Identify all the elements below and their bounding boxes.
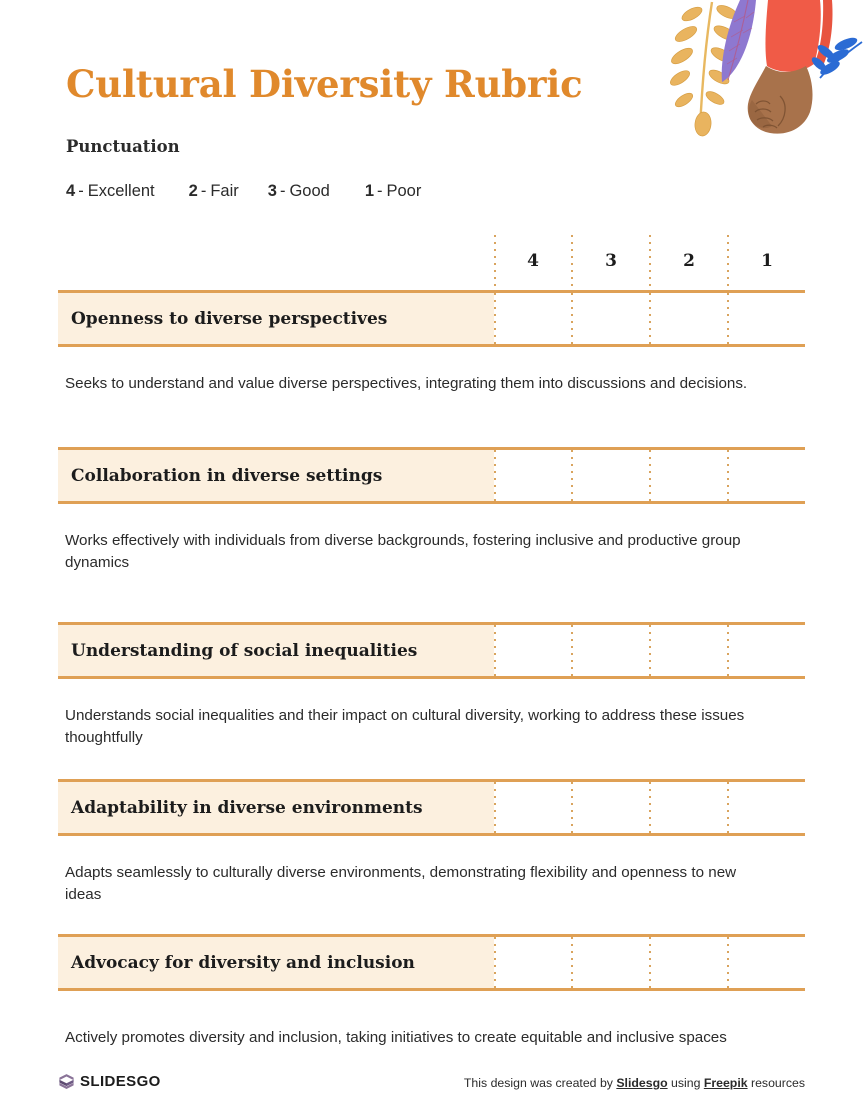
credit-line [464, 1076, 805, 1090]
criterion-label: Adaptability in diverse environments [71, 797, 423, 818]
criterion-description: Understands social inequalities and their impact on cultural diversity, working to address these issues thoughtfully [65, 707, 745, 746]
column-divider [727, 782, 729, 833]
column-header-1: 1 [761, 251, 773, 271]
criterion-label: Collaboration in diverse settings [71, 465, 383, 486]
column-divider [494, 450, 496, 501]
legend-label: Good [289, 182, 330, 200]
column-divider [494, 937, 496, 988]
brown-fist [748, 66, 813, 134]
column-divider [727, 450, 729, 501]
legend-value: 2 [188, 182, 198, 200]
legend-separator: - [377, 182, 383, 200]
table-column-header-row [58, 235, 805, 290]
scoring-legend [66, 182, 421, 201]
slidesgo-link[interactable]: Slidesgo [616, 1076, 668, 1090]
table-row[interactable] [58, 782, 805, 833]
column-divider [494, 235, 496, 290]
column-divider [571, 937, 573, 988]
criterion-description: Actively promotes diversity and inclusion, taking initiatives to create equitable and inclusive spaces [65, 1029, 727, 1046]
column-divider [571, 293, 573, 344]
legend-separator: - [200, 182, 207, 200]
column-header-2: 2 [683, 251, 695, 271]
purple-leaf [722, 0, 756, 82]
rubric-table [58, 235, 805, 1081]
column-divider [494, 625, 496, 676]
slidesgo-mark-icon [58, 1073, 75, 1090]
credit-prefix: This design was created by [463, 1076, 617, 1090]
legend-value: 4 [66, 182, 76, 200]
red-sleeve [765, 0, 832, 72]
column-divider [727, 235, 729, 290]
column-header-3: 3 [605, 251, 617, 271]
credit-middle: using [667, 1076, 704, 1090]
column-divider [727, 937, 729, 988]
slidesgo-logo-text: SLIDESGO [80, 1073, 161, 1090]
column-divider [494, 782, 496, 833]
criterion-label: Openness to diverse perspectives [71, 308, 388, 329]
legend-label: Poor [386, 182, 422, 200]
column-divider [649, 293, 651, 344]
column-divider [571, 450, 573, 501]
legend-item-good [268, 182, 330, 201]
table-row[interactable] [58, 937, 805, 988]
column-divider [727, 293, 729, 344]
golden-leaf-branch [668, 2, 739, 137]
legend-value: 3 [267, 182, 277, 200]
legend-item-poor [365, 182, 422, 201]
column-divider [649, 937, 651, 988]
legend-label: Fair [210, 182, 239, 200]
column-divider [571, 782, 573, 833]
credit-suffix: resources [747, 1076, 805, 1090]
column-divider [649, 625, 651, 676]
header-illustration [640, 0, 865, 150]
page-footer [0, 1073, 865, 1097]
freepik-link[interactable]: Freepik [703, 1076, 748, 1090]
table-row[interactable] [58, 293, 805, 344]
legend-item-fair [189, 182, 239, 201]
column-divider [649, 782, 651, 833]
criterion-description: Seeks to understand and value diverse perspectives, integrating them into discussions and decisions. [65, 375, 748, 392]
criterion-description: Adapts seamlessly to culturally diverse environments, demonstrating flexibility and openness to new ideas [65, 864, 737, 903]
legend-item-excellent [66, 182, 155, 201]
column-divider [649, 450, 651, 501]
column-divider [571, 625, 573, 676]
page-title: Cultural Diversity Rubric [66, 62, 583, 106]
column-header-4: 4 [527, 251, 539, 271]
column-divider [727, 625, 729, 676]
table-row[interactable] [58, 450, 805, 501]
criterion-description: Works effectively with individuals from diverse backgrounds, fostering inclusive and productive group dynamics [65, 532, 741, 571]
slidesgo-logo[interactable] [58, 1073, 161, 1090]
blue-leaf-branch [810, 35, 862, 78]
legend-separator: - [279, 182, 286, 200]
punctuation-heading: Punctuation [66, 137, 180, 156]
column-divider [571, 235, 573, 290]
criterion-label: Understanding of social inequalities [71, 640, 418, 661]
criterion-label: Advocacy for diversity and inclusion [71, 952, 415, 973]
legend-value: 1 [364, 182, 374, 200]
legend-separator: - [78, 182, 84, 200]
column-divider [649, 235, 651, 290]
legend-label: Excellent [87, 182, 155, 200]
column-divider [494, 293, 496, 344]
table-row[interactable] [58, 625, 805, 676]
